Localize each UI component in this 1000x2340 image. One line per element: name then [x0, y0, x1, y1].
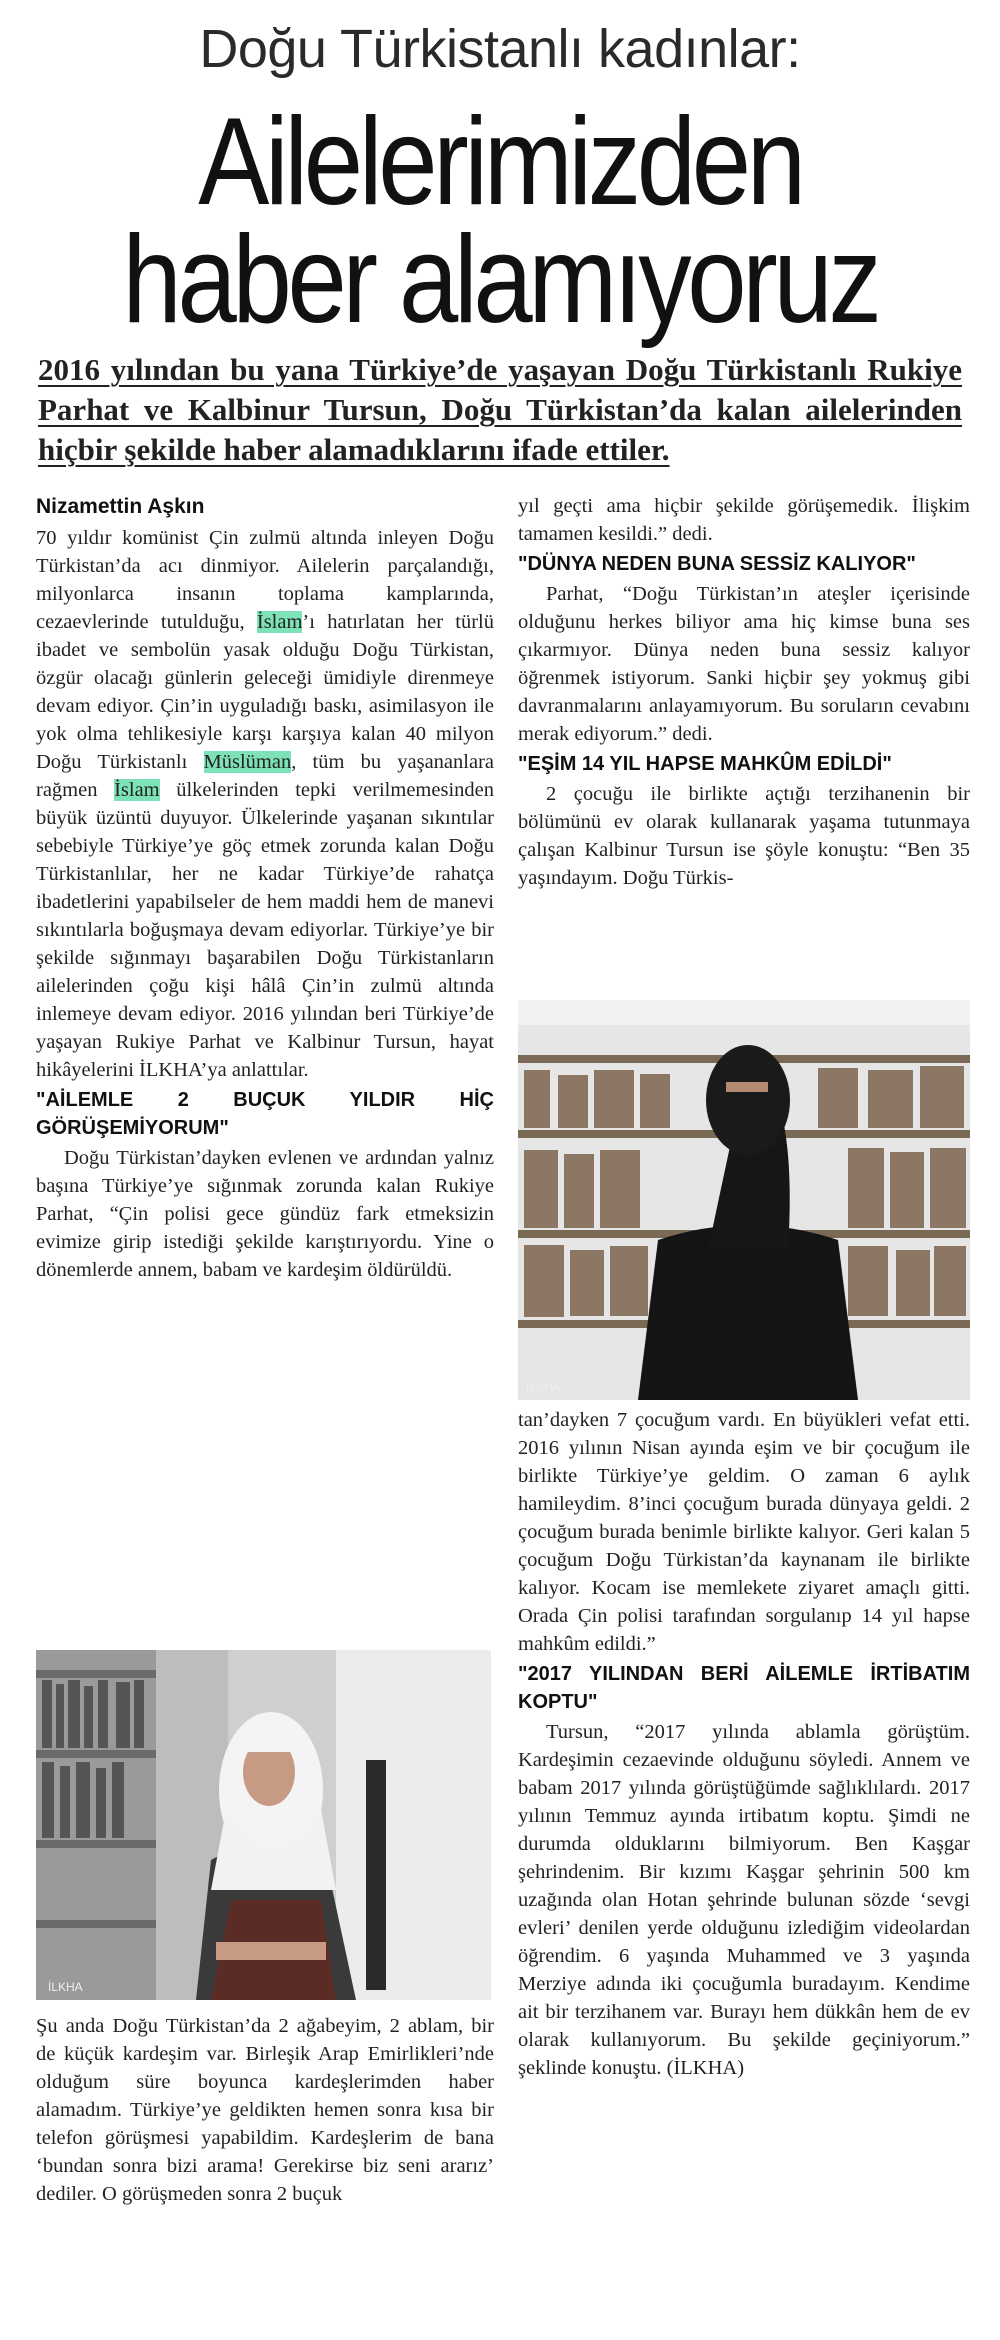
paragraph-parhat-2: Şu anda Doğu Türkistan’da 2 ağabeyim, 2 ablam, bir de küçük kardeşim var. Birleşik Arap Emirlikleri’nde olduğum süre boyunca kardeşlerimden haber alamadım. Türkiye’ye geldikten hemen sonra kısa bir telefon görüşmesi yapabildim. Kardeşlerim de bana ‘bundan sonra bizi arama! Gerekirse biz seni ararız’ dediler. O görüşmeden sonra 2 buçuk [36, 2015, 494, 2205]
byline: Nizamettin Aşkın [36, 495, 205, 518]
headline-line-1: Ailelerimizden [198, 93, 802, 231]
highlight-islam-2: İslam [114, 779, 160, 801]
photo-kalbinur-tursun [518, 1000, 970, 1400]
column-right-bottom [518, 1406, 970, 2082]
photo-credit-2: İLKHA [526, 1380, 561, 1394]
column-left-bottom [36, 2012, 494, 2208]
subheading-esim: "EŞİM 14 YIL HAPSE MAHKÛM EDİLDİ" [518, 753, 892, 775]
paragraph-parhat-4: Parhat, “Doğu Türkistan’ın ateşler içerisinde olduğunu herkes biliyor ama hiç kimse buna ses çıkarmıyor. Dünya neden buna sessiz kalıyor öğrenmek istiyorum. Sanki hiçbir şey yokmuş gibi davranmalarını anlayamıyorum. Bu soruların cevabını merak ediyorum.” dedi. [518, 583, 970, 745]
paragraph-parhat-3: yıl geçti ama hiçbir şekilde görüşemedik. İlişkim tamamen kesildi.” dedi. [518, 495, 970, 545]
photo-rukiye-parhat [36, 1650, 491, 2000]
photo-credit-1: İLKHA [48, 1980, 83, 1994]
paragraph-tursun-1: 2 çocuğu ile birlikte açtığı terzihanenin bir bölümünü ev olarak kullanarak yaşama tutunmaya çalışan Kalbinur Tursun ise şöyle konuştu: “Ben 35 yaşındayım. Doğu Türkis- [518, 783, 970, 889]
kicker: Doğu Türkistanlı kadınlar: [199, 19, 801, 79]
highlight-islam-1: İslam [256, 611, 303, 633]
photo-kalbinur-tursun-image [518, 1000, 970, 1400]
paragraph-tursun-3: Tursun, “2017 yılında ablamla görüştüm. Kardeşimin cezaevinde olduğunu söyledi. Annem ve babam 2017 yılında görüştüğümde sağlıklılardı. 2017 yılının Temmuz ayında irtibatım koptu. Şimdi ne durumda olduklarını bilmiyorum. Ben Kaşgar şehrindenim. Bir kızımı Kaşgar şehrinin 500 km uzağında olan Hotan şehrinde bulunan sözde ‘sevgi evleri’ denilen yerde olduğunu izlediğim videolardan öğrendim. 6 yaşında Muhammed ve 3 yaşında Merziye adında iki çocuğumla buradayım. Kendime ait bir terzihanem var. Burayı hem dükkân hem de ev olarak kullanıyorum. Bu şekilde geçiniyorum.” şeklinde konuştu. (İLKHA) [518, 1721, 970, 2079]
intro-paragraph: 70 yıldır komünist Çin zulmü altında inleyen Doğu Türkistan’da acı dinmiyor. Ailelerin parçalandığı, milyonlarca insanın toplama kamplarında, cezaevlerinde tutulduğu, İslam’ı hatırlatan her türlü ibadet ve sembolün yasak olduğu Doğu Türkistan, özgür olacağı günlerin geleceği ümidiyle direnmeye devam ediyor. Çin’in uyguladığı baskı, asimilasyon ile yok olma tehlikesiyle karşı karşıya kalan 40 milyon Doğu Türkistanlı Müslüman, tüm bu yaşananlara rağmen İslam ülkelerinden tepki verilmemesinden büyük üzüntü duyuyor. Ülkelerinde yaşanan sıkıntılar sebebiyle Türkiye’ye göç etmek zorunda kalan Doğu Türkistanlılar, her ne kadar Türkiye’de rahatça ibadetlerini yapabilseler de hem maddi hem de manevi sıkıntılarla boğuşmaya devam ediyorlar. Türkiye’ye bir şekilde sığınmayı başarabilen Doğu Türkistanların ailelerinden çoğu kişi hâlâ Çin’in zulmü altında inlemeye devam ediyor. 2016 yılından beri Türkiye’de yaşayan Rukiye Parhat ve Kalbinur Tursun, hayat hikâyelerini İLKHA’ya anlattılar. [36, 527, 494, 1081]
paragraph-tursun-2: tan’dayken 7 çocuğum vardı. En büyükleri vefat etti. 2016 yılının Nisan ayında eşim ve bir çocuğum ile birlikte Türkiye’ye geldim. O zaman 6 aylık hamileydim. 8’inci çocuğum burada dünyaya geldi. 2 çocuğum burada benimle birlikte kalıyor. Geri kalan 5 çocuğum Doğu Türkistan’da kaynanam ile birlikte kalıyor. Kocam ise memlekete ziyaret amaçlı gitti. Orada Çin polisi tarafından sorgulanıp 14 yıl hapse mahkûm edildi.” [518, 1409, 970, 1655]
subheading-dunya: "DÜNYA NEDEN BUNA SESSİZ KALIYOR" [518, 553, 916, 575]
subheadline: 2016 yılından bu yana Türkiye’de yaşayan Doğu Türkistanlı Rukiye Parhat ve Kalbinur Tursun, Doğu Türkistan’da kalan ailelerinden hiçbir şekilde haber alamadıklarını ifade ettiler. [38, 352, 962, 467]
subheading-2017: "2017 YILINDAN BERİ AİLEMLE İRTİBATIM KOPTU" [518, 1663, 970, 1713]
highlight-muslim: Müslüman [203, 751, 292, 773]
column-left-top [36, 492, 494, 1284]
headline-line-2: haber alamıyoruz [122, 211, 878, 349]
paragraph-parhat-1: Doğu Türkistan’dayken evlenen ve ardından yalnız başına Türkiye’ye sığınmak zorunda kalan Rukiye Parhat, “Çin polisi gece gündüz fark etmeksizin evimize girip istediği şekilde karıştırıyordu. Yine o dönemlerde annem, babam ve kardeşim öldürüldü. [36, 1147, 494, 1281]
column-right-top [518, 492, 970, 892]
photo-rukiye-parhat-image [36, 1650, 491, 2000]
subheading-ailemle: "AİLEMLE 2 BUÇUK YILDIR HİÇ GÖRÜŞEMİYORUM" [36, 1089, 494, 1139]
